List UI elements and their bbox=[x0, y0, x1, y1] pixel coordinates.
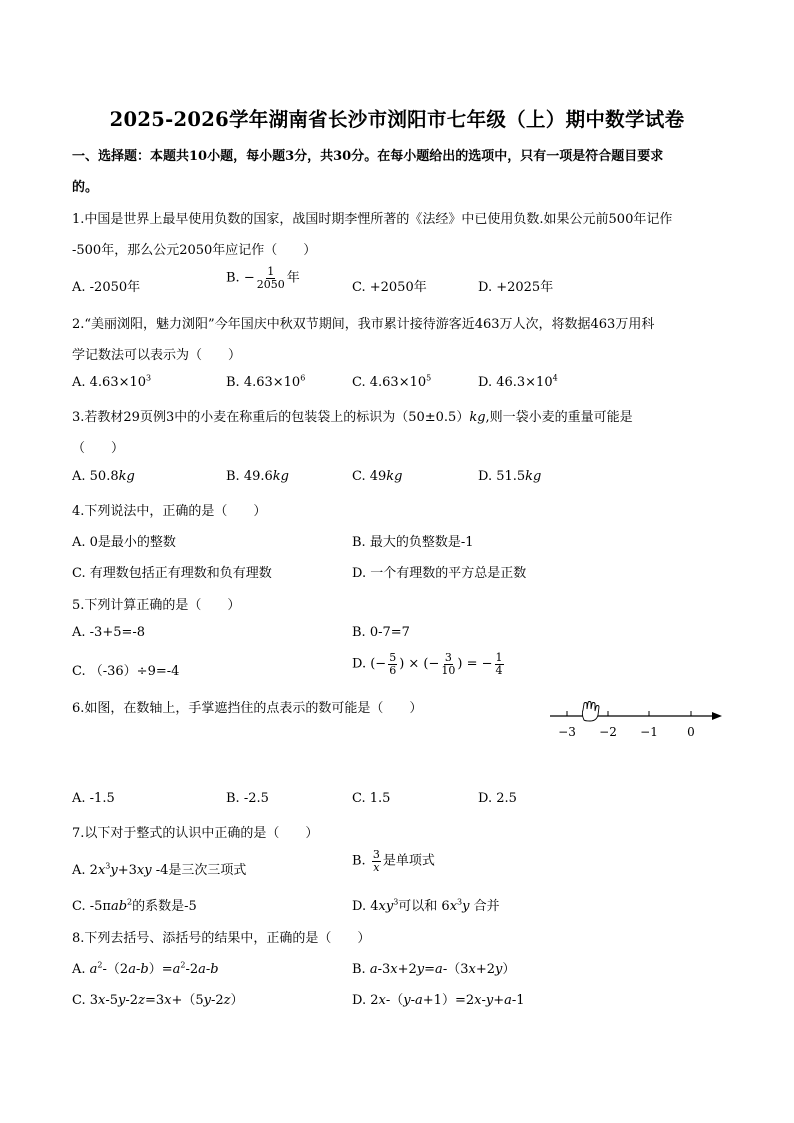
q7-b-den: x bbox=[373, 860, 380, 874]
q2-d-base: D. 46.3×10 bbox=[478, 375, 553, 390]
q2-option-a[interactable] bbox=[72, 375, 151, 390]
q7-option-b[interactable]: B. $\frac{3}{x}$ 是单项式 bbox=[352, 848, 435, 874]
q7-a-text: 是三次三项式 bbox=[168, 863, 247, 878]
section-heading-cont: 的。 bbox=[72, 180, 99, 195]
q7-c-text: 的系数是-5 bbox=[132, 899, 197, 914]
q2-option-b[interactable] bbox=[226, 375, 305, 390]
number-line-arrow bbox=[712, 712, 722, 720]
q6-option-b[interactable]: B. -2.5 bbox=[226, 791, 269, 806]
q1-option-b-fraction bbox=[257, 266, 285, 290]
page-title: 2025-2026学年湖南省长沙市浏阳市七年级（上）期中数学试卷 bbox=[109, 108, 685, 131]
number-line-figure bbox=[548, 700, 724, 744]
q5-d-fraction-2 bbox=[441, 652, 455, 676]
q5-d-fraction-3 bbox=[495, 652, 504, 676]
q2-option-c[interactable] bbox=[352, 375, 431, 390]
tick-label-neg1: −1 bbox=[640, 725, 658, 739]
q1-option-c[interactable]: C. +2050年 bbox=[352, 280, 427, 295]
q5-d-f3-num: 1 bbox=[495, 651, 503, 664]
q4-stem: 4.下列说法中，正确的是（ ） bbox=[72, 504, 267, 519]
section-heading: 一、选择题：本题共10小题，每小题3分，共30分。在每小题给出的选项中，只有一项是符合题目要求 bbox=[72, 149, 664, 164]
q5-stem: 5.下列计算正确的是（ ） bbox=[72, 598, 241, 613]
q3-unit: kg bbox=[469, 410, 486, 425]
q2-c-base: C. 4.63×10 bbox=[352, 375, 427, 390]
q5-option-a[interactable]: A. -3+5=-8 bbox=[72, 625, 146, 640]
q3-stem bbox=[72, 406, 633, 425]
q3-option-c[interactable] bbox=[352, 469, 403, 484]
q7-d-mid: 可以和 bbox=[398, 899, 438, 914]
q5-d-prefix: D. bbox=[352, 656, 371, 672]
q6-option-d[interactable]: D. 2.5 bbox=[478, 791, 517, 806]
q3-b-unit: kg bbox=[272, 469, 289, 484]
q1-option-a[interactable]: A. -2050年 bbox=[72, 280, 141, 295]
q3-b-value: B. 49.6 bbox=[226, 469, 273, 484]
q3-c-unit: kg bbox=[386, 469, 403, 484]
tick-label-0: 0 bbox=[687, 725, 695, 739]
q7-d-post: 合并 bbox=[473, 899, 500, 914]
q1-stem-cont: -500年，那么公元2050年应记作（ ） bbox=[72, 243, 317, 258]
q2-stem: 2.“美丽浏阳，魅力浏阳”今年国庆中秋双节期间，我市累计接待游客近463万人次，将数据463万用科 bbox=[72, 317, 655, 332]
hand-icon bbox=[582, 702, 599, 722]
q7-option-d[interactable]: D. $4xy^3$可以和 $6x^3y$ 合并 bbox=[352, 897, 500, 914]
q2-stem-cont: 学记数法可以表示为（ ） bbox=[72, 348, 242, 363]
q3-c-value: C. 49 bbox=[352, 469, 387, 484]
q7-option-a[interactable]: A. $2x^3y+3xy$ -4是三次三项式 bbox=[72, 861, 247, 878]
q2-b-base: B. 4.63×10 bbox=[226, 375, 301, 390]
q8-option-b[interactable]: B. a-3x+2y=a-（3x+2y） bbox=[352, 962, 516, 977]
q1-option-b-prefix: B. − bbox=[226, 270, 255, 286]
q5-d-fraction-1 bbox=[388, 652, 397, 676]
q5-option-c[interactable]: C. （-36）÷9=-4 bbox=[72, 664, 180, 679]
q4-option-c[interactable]: C. 有理数包括正有理数和负有理数 bbox=[72, 566, 272, 581]
q5-d-f1-num: 5 bbox=[389, 651, 397, 664]
q1-option-d[interactable]: D. +2025年 bbox=[478, 280, 554, 295]
q1-b-numerator: 1 bbox=[267, 265, 275, 278]
q7-b-text: 是单项式 bbox=[382, 853, 435, 869]
q5-d-f1-den: 6 bbox=[389, 663, 397, 677]
q1-b-denominator: 2050 bbox=[256, 277, 285, 291]
q2-a-base: A. 4.63×10 bbox=[72, 375, 147, 390]
q3-option-d[interactable] bbox=[478, 469, 541, 484]
q2-c-exp: 5 bbox=[426, 373, 432, 383]
q5-option-d[interactable]: D. (− $\frac{5}{6}$ ) × (− $\frac{3}{10}$ ) = − $\frac{1}{4}$ bbox=[352, 651, 503, 677]
q7-stem: 7.以下对于整式的认识中正确的是（ ） bbox=[72, 826, 319, 841]
q3-d-value: D. 51.5 bbox=[478, 469, 526, 484]
q3-d-unit: kg bbox=[525, 469, 542, 484]
q3-stem-pre: 3.若教材29页例3中的小麦在称重后的包装袋上的标识为（50±0.5） bbox=[72, 410, 470, 425]
q5-d-f2-num: 3 bbox=[444, 651, 452, 664]
q7-b-fraction bbox=[372, 849, 381, 873]
q3-stem-cont: （ ） bbox=[72, 441, 125, 456]
q1-stem: 1.中国是世界上最早使用负数的国家，战国时期李悝所著的《法经》中已使用负数.如果公元前500年记作 bbox=[72, 212, 673, 227]
q2-option-d[interactable] bbox=[478, 375, 558, 390]
q1-option-b-suffix: 年 bbox=[286, 270, 300, 286]
q3-a-value: A. 50.8 bbox=[72, 469, 119, 484]
q4-option-b[interactable]: B. 最大的负整数是-1 bbox=[352, 535, 474, 550]
q3-a-unit: kg bbox=[118, 469, 135, 484]
q2-b-exp: 6 bbox=[300, 373, 306, 383]
q8-option-c[interactable]: C. 3x-5y-2z=3x+（5y-2z） bbox=[72, 993, 244, 1008]
tick-label-neg2: −2 bbox=[599, 725, 617, 739]
q6-option-a[interactable]: A. -1.5 bbox=[72, 791, 115, 806]
q3-stem-post: ,则一袋小麦的重量可能是 bbox=[485, 410, 633, 425]
q5-d-f2-den: 10 bbox=[441, 663, 456, 677]
q6-option-c[interactable]: C. 1.5 bbox=[352, 791, 391, 806]
q2-d-exp: 4 bbox=[552, 373, 558, 383]
q8-option-a[interactable]: A. $a^2-(2a-b)=a^2-2a-b$ bbox=[72, 960, 219, 977]
q7-b-num: 3 bbox=[372, 848, 380, 861]
q8-option-d[interactable]: D. 2x-（y-a+1）=2x-y+a-1 bbox=[352, 993, 525, 1008]
q1-option-b[interactable] bbox=[226, 266, 300, 290]
q4-option-d[interactable]: D. 一个有理数的平方总是正数 bbox=[352, 566, 527, 581]
q3-option-a[interactable] bbox=[72, 469, 135, 484]
q7-option-c[interactable]: C. -5πab$^2$的系数是-5 bbox=[72, 897, 197, 914]
q2-a-exp: 3 bbox=[146, 373, 152, 383]
q5-d-f3-den: 4 bbox=[495, 663, 503, 677]
q4-option-a[interactable]: A. 0是最小的整数 bbox=[72, 535, 176, 550]
tick-label-neg3: −3 bbox=[558, 725, 576, 739]
q5-option-b[interactable]: B. 0-7=7 bbox=[352, 625, 410, 640]
q6-stem: 6.如图，在数轴上，手掌遮挡住的点表示的数可能是（ ） bbox=[72, 701, 423, 716]
q8-stem: 8.下列去括号、添括号的结果中，正确的是（ ） bbox=[72, 931, 371, 946]
q3-option-b[interactable] bbox=[226, 469, 289, 484]
